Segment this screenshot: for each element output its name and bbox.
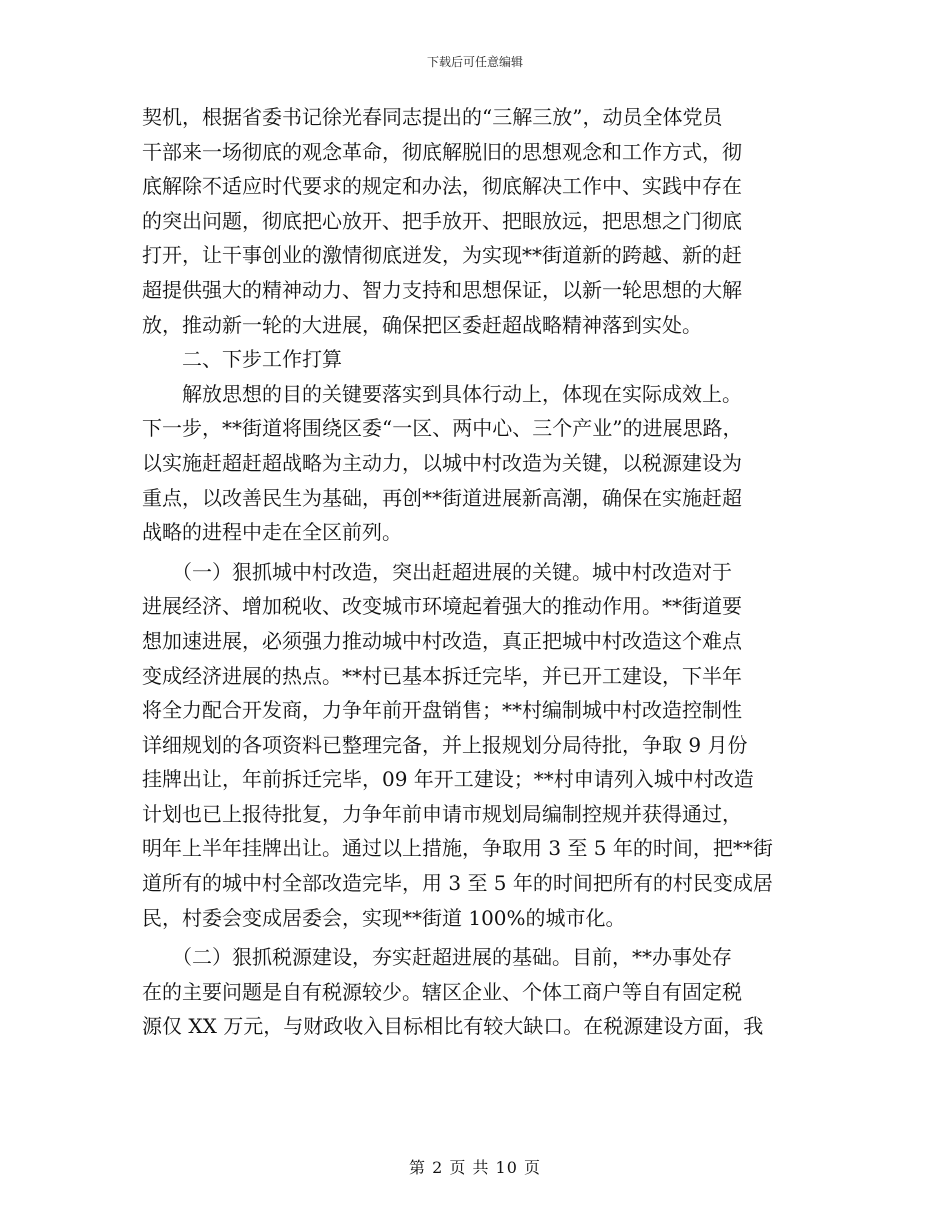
text-line: 详细规划的各项资料已整理完备，并上报规划分局待批，争取 9 月份 bbox=[142, 732, 748, 757]
page-header: 下载后可任意编辑 bbox=[426, 55, 523, 69]
text-line: 契机，根据省委书记徐光春同志提出的“三解三放”，动员全体党员 bbox=[142, 105, 723, 129]
text-line: 进展经济、增加税收、改变城市环境起着强大的推动作用。**街道要 bbox=[142, 594, 742, 619]
text-line: 民，村委会变成居委会，实现**街道 100%的城市化。 bbox=[142, 905, 626, 930]
text-line: （二）狠抓税源建设，夯实赶超进展的基础。目前，**办事处存 bbox=[142, 945, 732, 970]
paragraph bbox=[142, 377, 807, 550]
text-line: 道所有的城中村全部改造完毕，用 3 至 5 年的时间把所有的村民变成居 bbox=[142, 871, 773, 896]
paragraph bbox=[142, 342, 807, 377]
text-line: 放，推动新一轮的大进展，确保把区委赶超战略精神落到实处。 bbox=[142, 312, 702, 337]
text-line: （一）狠抓城中村改造，突出赶超进展的关键。城中村改造对于 bbox=[142, 559, 732, 584]
paragraph bbox=[142, 555, 807, 936]
text-line: 重点，以改善民生为基础，再创**街道进展新高潮，确保在实施赶超 bbox=[142, 485, 742, 510]
text-line: 挂牌出让，年前拆迁完毕，09 年开工建设；**村申请列入城中村改造 bbox=[142, 767, 754, 792]
page-footer: 第 2 页 共 10 页 bbox=[409, 1158, 541, 1177]
text-line: 解放思想的目的关键要落实到具体行动上，体现在实际成效上。 bbox=[142, 381, 742, 406]
text-line: 底解除不适应时代要求的规定和办法，彻底解决工作中、实践中存在 bbox=[142, 174, 742, 199]
document-body bbox=[142, 100, 807, 1044]
text-line: 源仅 XX 万元，与财政收入目标相比有较大缺口。在税源建设方面，我 bbox=[142, 1014, 764, 1039]
text-line: 二、下步工作打算 bbox=[142, 347, 342, 372]
text-line: 打开，让干事创业的激情彻底迸发，为实现**街道新的跨越、新的赶 bbox=[142, 243, 742, 268]
text-line: 的突出问题，彻底把心放开、把手放开、把眼放远，把思想之门彻底 bbox=[142, 208, 742, 233]
text-line: 计划也已上报待批复，力争年前申请市规划局编制控规并获得通过， bbox=[142, 801, 742, 826]
text-line: 想加速进展，必须强力推动城中村改造，真正把城中村改造这个难点 bbox=[142, 628, 742, 653]
text-line: 将全力配合开发商，力争年前开盘销售；**村编制城中村改造控制性 bbox=[142, 698, 742, 723]
text-line: 在的主要问题是自有税源较少。辖区企业、个体工商户等自有固定税 bbox=[142, 979, 742, 1004]
text-line: 变成经济进展的热点。**村已基本拆迁完毕，并已开工建设，下半年 bbox=[142, 663, 742, 688]
text-line: 超提供强大的精神动力、智力支持和思想保证，以新一轮思想的大解 bbox=[142, 277, 742, 302]
paragraph bbox=[142, 100, 807, 342]
text-line: 干部来一场彻底的观念革命，彻底解脱旧的思想观念和工作方式，彻 bbox=[142, 139, 742, 164]
paragraph bbox=[142, 940, 807, 1044]
text-line: 明年上半年挂牌出让。通过以上措施，争取用 3 至 5 年的时间，把**街 bbox=[142, 836, 773, 861]
text-line: 下一步，**街道将围绕区委“一区、两中心、三个产业”的进展思路， bbox=[142, 416, 743, 441]
text-line: 战略的进程中走在全区前列。 bbox=[142, 520, 402, 545]
text-line: 以实施赶超赶超战略为主动力，以城中村改造为关键，以税源建设为 bbox=[142, 450, 742, 475]
